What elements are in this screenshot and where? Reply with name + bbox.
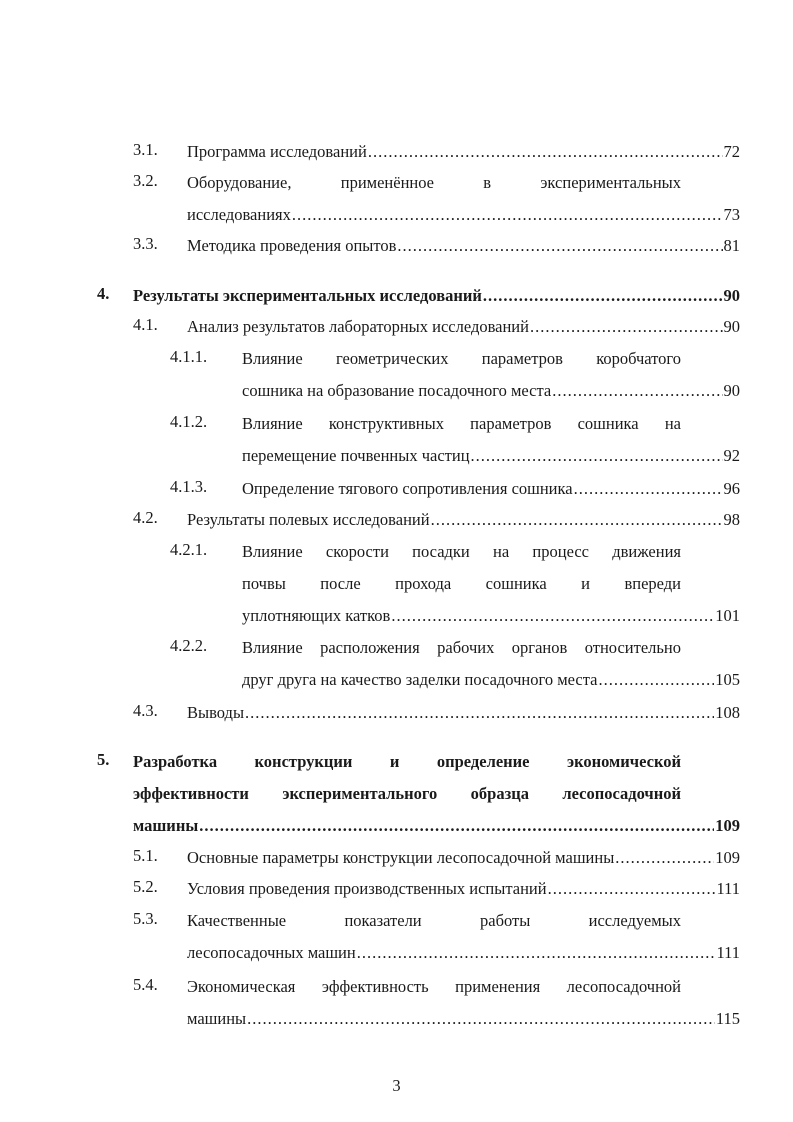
toc-entry-text: Определение тягового сопротивления сошника	[242, 479, 573, 498]
toc-entry-number: 5.4.	[133, 975, 158, 994]
toc-entry-page: 73	[723, 205, 740, 225]
toc-entry-line	[242, 668, 740, 692]
toc-entry-text: Разработка конструкции и определение экономической	[133, 752, 681, 771]
toc-entry-text: Выводы	[187, 703, 245, 722]
toc-entry-line	[187, 315, 740, 339]
dot-leader	[483, 284, 723, 308]
toc-entry-page: 109	[715, 816, 740, 836]
toc-entry-line	[187, 203, 740, 227]
toc-entry-text: Качественные показатели работы исследуемых	[187, 911, 681, 930]
toc-entry-number: 4.2.	[133, 508, 158, 527]
dot-leader	[397, 234, 722, 258]
toc-entry-line	[187, 508, 740, 532]
toc-entry-page: 111	[716, 879, 740, 898]
toc-entry-line	[187, 846, 740, 870]
toc-entry-text: Влияние геометрических параметров коробчатого	[242, 349, 681, 368]
dot-leader	[357, 941, 716, 965]
toc-entry-text: почвы после прохода сошника и впереди	[242, 574, 681, 594]
toc-entry-page: 90	[723, 317, 740, 336]
toc-entry-page: 109	[715, 848, 740, 867]
toc-entry-number: 3.2.	[133, 171, 158, 190]
toc-entry-page: 111	[716, 943, 740, 963]
dot-leader	[245, 701, 714, 725]
dot-leader	[292, 203, 723, 227]
toc-entry-line	[187, 941, 740, 965]
toc-entry-line	[187, 140, 740, 164]
page-number: 3	[392, 1076, 401, 1095]
toc-entry-page: 105	[715, 670, 740, 690]
toc-entry-text: Методика проведения опытов	[187, 236, 397, 255]
toc-entry-number: 4.1.2.	[170, 412, 208, 431]
toc-entry-number: 3.1.	[133, 140, 158, 159]
toc-entry-number: 5.3.	[133, 909, 158, 928]
toc-entry-text: эффективности экспериментального образца лесопосадочной	[133, 784, 681, 804]
toc-entry-text: Результаты полевых исследований	[187, 510, 430, 529]
toc-entry-page: 90	[723, 381, 740, 401]
toc-entry-page: 81	[723, 236, 740, 255]
toc-entry-text: машины	[133, 816, 199, 836]
dot-leader	[391, 604, 714, 628]
toc-entry-text: Оборудование, применённое в экспериментальных	[187, 173, 681, 192]
toc-entry-text: уплотняющих катков	[242, 606, 391, 626]
toc-entry-number: 4.1.3.	[170, 477, 208, 496]
toc-entry-number: 4.1.	[133, 315, 158, 334]
toc-entry-line	[242, 444, 740, 468]
toc-entry-number: 4.2.2.	[170, 636, 208, 655]
toc-entry-text: исследованиях	[187, 205, 291, 225]
toc-entry-page: 98	[723, 510, 740, 529]
dot-leader	[199, 814, 714, 838]
toc-entry-text: Экономическая эффективность применения лесопосадочной	[187, 977, 681, 996]
dot-leader	[574, 477, 723, 501]
toc-entry-text: сошника на образование посадочного места	[242, 381, 552, 401]
toc-entry-text: Анализ результатов лабораторных исследований	[187, 317, 529, 336]
dot-leader	[247, 1007, 715, 1031]
toc-entry-line	[133, 284, 740, 308]
toc-entry-page: 92	[723, 446, 740, 466]
toc-entry-line	[187, 877, 740, 901]
dot-leader	[548, 877, 716, 901]
toc-entry-number: 4.1.1.	[170, 347, 208, 366]
toc-entry-number: 5.1.	[133, 846, 158, 865]
dot-leader	[552, 379, 722, 403]
toc-entry-page: 108	[715, 703, 740, 722]
toc-entry-text: Основные параметры конструкции лесопосадочной машины	[187, 848, 615, 867]
toc-entry-text: лесопосадочных машин	[187, 943, 356, 963]
toc-entry-page: 96	[723, 479, 740, 498]
toc-entry-number: 4.3.	[133, 701, 158, 720]
toc-entry-number: 5.	[97, 750, 110, 769]
toc-entry-text: Влияние расположения рабочих органов относительно	[242, 638, 681, 657]
toc-entry-line	[242, 477, 740, 501]
dot-leader	[368, 140, 723, 164]
toc-entry-page: 115	[715, 1009, 740, 1029]
toc-entry-number: 3.3.	[133, 234, 158, 253]
toc-entry-line	[187, 701, 740, 725]
toc-entry-line	[133, 814, 740, 838]
toc-entry-number: 4.2.1.	[170, 540, 208, 559]
dot-leader	[471, 444, 723, 468]
toc-entry-page: 90	[723, 286, 740, 305]
toc-entry-number: 4.	[97, 284, 110, 303]
toc-entry-page: 101	[715, 606, 740, 626]
toc-entry-line	[187, 1007, 740, 1031]
dot-leader	[431, 508, 723, 532]
toc-entry-text: Результаты экспериментальных исследований	[133, 286, 482, 305]
toc-entry-text: Условия проведения производственных испытаний	[187, 879, 547, 898]
dot-leader	[615, 846, 714, 870]
toc-entry-text: перемещение почвенных частиц	[242, 446, 470, 466]
toc-entry-page: 72	[723, 142, 740, 161]
dot-leader	[530, 315, 723, 339]
toc-entry-text: Влияние скорости посадки на процесс движения	[242, 542, 681, 561]
toc-entry-text: Программа исследований	[187, 142, 367, 161]
toc-entry-text: машины	[187, 1009, 247, 1029]
toc-entry-number: 5.2.	[133, 877, 158, 896]
toc-entry-line	[242, 379, 740, 403]
toc-entry-text: Влияние конструктивных параметров сошника на	[242, 414, 681, 433]
toc-entry-text: друг друга на качество заделки посадочного места	[242, 670, 598, 690]
toc-entry-line	[187, 234, 740, 258]
dot-leader	[598, 668, 714, 692]
toc-entry-line	[242, 604, 740, 628]
